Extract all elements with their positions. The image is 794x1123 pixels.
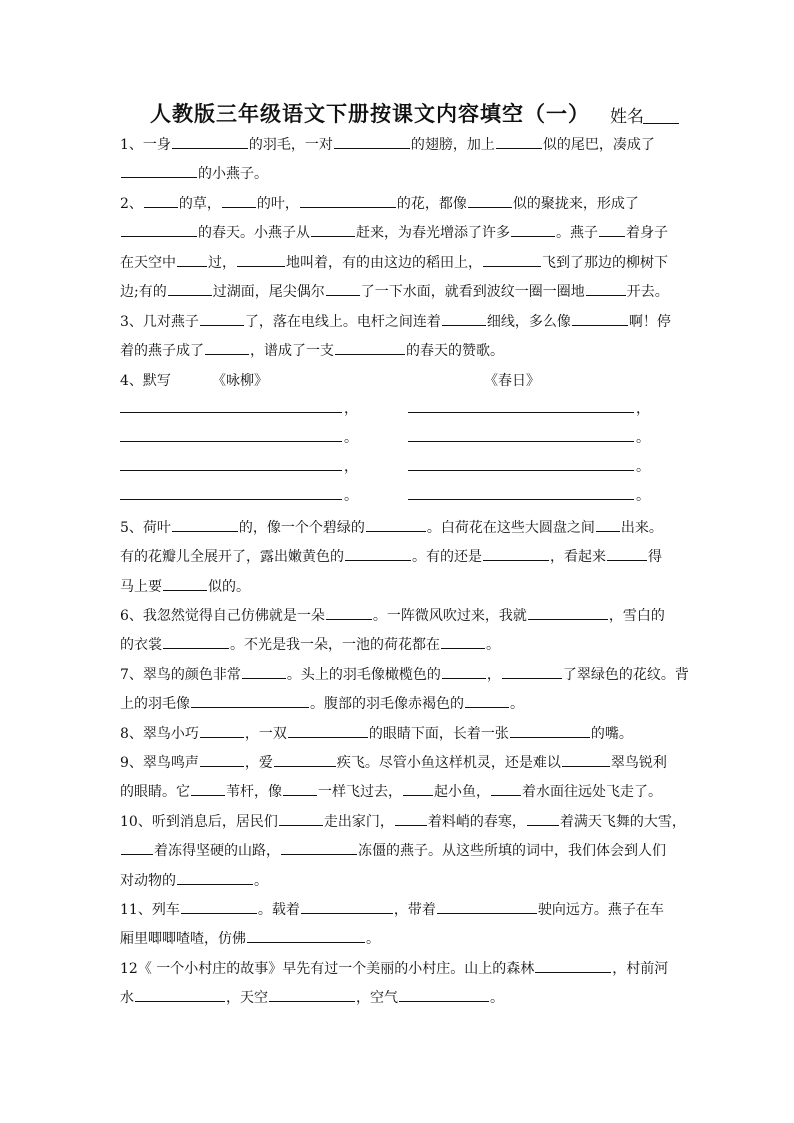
q2-text: 赶来，为春光增添了许多 [356,225,510,241]
q12-text: ，天空 [226,990,268,1006]
q9-text: 的眼睛。它 [120,784,190,800]
write-line[interactable] [408,499,634,500]
q3-text: 细线，多么像 [486,314,571,330]
q9-text: 苇杆，像 [226,784,282,800]
q1-text: 似的尾巴，凑成了 [542,137,655,153]
q7-text: ， [486,667,501,683]
blank[interactable] [121,163,197,178]
blank[interactable] [168,281,212,296]
q10-line3 [120,870,680,891]
q7-line1 [120,664,689,685]
blank[interactable] [288,723,368,738]
q3-line1 [120,311,680,332]
blank[interactable] [269,987,355,1002]
blank[interactable] [135,987,225,1002]
q6-text: 的衣裳 [120,637,162,653]
blank[interactable] [586,281,626,296]
q7-text: 7、翠鸟的颜色非常 [120,667,241,683]
q11-text: ，带着 [393,902,436,918]
q5-line3 [120,576,680,597]
blank[interactable] [200,752,244,767]
q7-text: 了翠绿色的花纹。背 [562,667,689,683]
q12-line2 [120,987,680,1008]
q10-text: 着满天飞舞的大雪， [559,814,686,830]
q10-text: 走出家门， [323,814,394,830]
blank[interactable] [483,252,541,267]
q10-line2 [120,840,680,861]
q5-text: 的，像一个个碧绿的 [238,520,365,536]
q2-text: 了一下水面，就看到波纹一圈一圈地 [360,284,585,300]
q2-text: 的叶， [256,196,299,212]
q9-line1 [120,752,680,773]
blank[interactable] [335,340,405,355]
q5-line1 [120,517,680,538]
q6-text: 。不光是我一朵，一池的荷花都在 [230,637,440,653]
q2-text: 地叫着，有的由这边的稻田上， [286,255,482,271]
blank[interactable] [465,693,509,708]
blank[interactable] [562,752,610,767]
blank[interactable] [121,840,153,855]
blank[interactable] [535,958,611,973]
q2-text: 在天空中 [120,255,176,271]
q2-text: 着身子 [626,225,668,241]
q6-line1 [120,605,680,626]
blank[interactable] [528,605,608,620]
q7-line2 [120,693,680,714]
q5-text: 似的。 [208,579,250,595]
q3-text: 着的燕子成了 [120,343,204,359]
q2-text: 的花，都像 [396,196,467,212]
blank[interactable] [279,811,323,826]
q6-text: 。 [486,637,500,653]
q6-text: 6、我忽然觉得自己仿佛就是一朵 [120,608,325,624]
q1-line1 [120,134,680,155]
q5-text: 。白荷花在这些大圆盘之间 [426,520,595,536]
q2-line1 [120,193,680,214]
blank[interactable] [527,811,559,826]
write-line[interactable] [408,470,634,471]
blank[interactable] [395,811,427,826]
q2-text: 似的聚拢来，形成了 [512,196,639,212]
q11-text: 厢里唧唧喳喳，仿佛 [120,931,246,947]
blank[interactable] [177,870,253,885]
q9-text: 着水面往远处飞走了。 [522,784,662,800]
blank[interactable] [301,899,393,914]
q6-text: ，雪白的 [608,608,665,624]
q7-text: 。 [510,696,524,712]
header [150,98,690,132]
q3-text: 的春天的赞歌。 [406,343,504,359]
q1-text: 的小燕子。 [198,166,268,182]
q12-text: ，空气 [356,990,398,1006]
q6-text: 。一阵微风吹过来，我就 [372,608,527,624]
q2-text: 2、 [120,196,143,212]
blank[interactable] [326,605,372,620]
q9-text: ，爱 [244,755,273,771]
blank[interactable] [366,517,426,532]
blank[interactable] [163,576,207,591]
q10-text: 。 [254,873,268,889]
q12-text: 水 [120,990,134,1006]
q5-text: 。有的还是 [412,549,482,565]
q1-text: 的翅膀，加上 [410,137,495,153]
write-line[interactable] [120,412,342,413]
q2-line3 [120,252,680,273]
q8-text: 8、翠鸟小巧 [120,726,199,742]
write-line[interactable] [408,441,634,442]
q11-text: 。载着 [257,902,300,918]
blank[interactable] [200,723,244,738]
q10-text: 着料峭的春寒， [427,814,526,830]
q3-text: 啊！停 [628,314,671,330]
q5-text: 出来。 [620,520,663,536]
blank[interactable] [572,311,628,326]
q3-text: 了，落在电线上。电杆之间连着 [244,314,441,330]
line-punct: ， [344,459,358,475]
line-punct: ， [344,401,358,417]
blank[interactable] [191,693,309,708]
q12-text: 。 [490,990,504,1006]
q6-line2 [120,634,680,655]
line-punct: 。 [344,430,358,446]
blank[interactable] [242,664,286,679]
blank[interactable] [200,311,244,326]
line-punct: ， [636,401,650,417]
q2-text: 的草， [178,196,221,212]
q9-text: 一样飞过去， [318,784,402,800]
q7-text: 。头上的羽毛像橄榄色的 [286,667,441,683]
q8-text: 的眼睛下面，长着一张 [368,726,509,742]
q2-text: 的春天。小燕子从 [198,225,310,241]
q12-text: 12《 一个小村庄的故事》早先有过一个美丽的小村庄。山上的森林 [120,961,535,977]
write-line[interactable] [120,470,342,471]
q11-text: 11、列车 [120,902,180,918]
blank[interactable] [163,634,229,649]
q1-text: 的羽毛，一对 [248,137,333,153]
q1-text: 1、一身 [120,137,171,153]
q8-text: 的嘴。 [590,726,633,742]
q4-label: 4、默写 [120,373,171,389]
q12-line1 [120,958,680,979]
blank[interactable] [281,840,357,855]
blank[interactable] [311,222,355,237]
blank[interactable] [510,723,590,738]
blank[interactable] [437,899,537,914]
line-punct: 。 [636,459,650,475]
blank[interactable] [247,928,365,943]
q2-text: 边;有的 [120,284,167,300]
line-punct: 。 [636,430,650,446]
q10-text: 对动物的 [120,873,176,889]
q10-text: 10、听到消息后，居民们 [120,814,278,830]
q10-line1 [120,811,686,832]
write-line[interactable] [408,412,634,413]
blank[interactable] [596,517,620,532]
q11-line1 [120,899,680,920]
q12-text: ，村前河 [612,961,669,977]
q5-text: 有的花瓣儿全展开了，露出嫩黄色的 [120,549,344,565]
blank[interactable] [502,664,562,679]
blank[interactable] [607,546,647,561]
q1-line2 [120,163,680,184]
page-title: 人教版三年级语文下册按课文内容填空（一） [150,101,590,126]
blank[interactable] [496,134,542,149]
blank[interactable] [274,752,336,767]
q10-text: 冻僵的燕子。从这些所填的词中，我们体会到人们 [358,843,666,859]
q2-text: 飞到了那边的柳树下 [542,255,668,271]
blank[interactable] [326,281,360,296]
q5-text: 马上要 [120,579,162,595]
q9-text: 9、翠鸟鸣声 [120,755,199,771]
line-punct: 。 [344,488,358,504]
blank[interactable] [442,664,486,679]
blank[interactable] [441,634,485,649]
q2-text: 过， [208,255,236,271]
q2-text: 。燕子 [556,225,598,241]
blank[interactable] [172,134,248,149]
q9-text: 翠鸟锐利 [610,755,667,771]
blank[interactable] [300,193,396,208]
blank[interactable] [399,987,489,1002]
blank[interactable] [442,311,486,326]
q7-text: 上的羽毛像 [120,696,190,712]
q2-line2 [120,222,680,243]
line-punct: 。 [636,488,650,504]
q11-text: 。 [366,931,380,947]
q8-text: ，一双 [244,726,287,742]
poem1-title: 《咏柳》 [212,373,268,389]
blank[interactable] [483,546,549,561]
name-label: 姓名 [610,107,644,127]
blank[interactable] [121,222,197,237]
q8-line1 [120,723,680,744]
blank[interactable] [599,222,625,237]
blank[interactable] [403,781,433,796]
q5-text: 5、荷叶 [120,520,171,536]
q5-line2 [120,546,680,567]
q9-text: 起小鱼， [434,784,490,800]
blank[interactable] [205,340,249,355]
poem2-title: 《春日》 [484,373,540,389]
blank[interactable] [222,193,256,208]
blank[interactable] [283,781,317,796]
q11-line2 [120,928,680,949]
blank[interactable] [144,193,178,208]
blank[interactable] [172,517,238,532]
blank[interactable] [491,781,521,796]
blank[interactable] [468,193,512,208]
name-blank[interactable] [643,123,679,124]
q5-text: ，看起来 [550,549,606,565]
q2-text: 过湖面，尾尖偶尔 [212,284,325,300]
write-line[interactable] [120,499,342,500]
blank[interactable] [237,252,285,267]
q2-line4 [120,281,680,302]
q7-text: 。腹部的羽毛像赤褐色的 [310,696,464,712]
q3-line2 [120,340,680,361]
blank[interactable] [511,222,555,237]
q3-text: ，谱成了一支 [250,343,334,359]
q2-text: 开去。 [626,284,669,300]
q5-text: 得 [648,549,662,565]
blank[interactable] [334,134,410,149]
blank[interactable] [177,252,207,267]
q3-text: 3、几对燕子 [120,314,199,330]
q11-text: 驶向远方。燕子在车 [537,902,664,918]
blank[interactable] [181,899,257,914]
q9-text: 疾飞。尽管小鱼这样机灵，还是难以 [336,755,561,771]
blank[interactable] [345,546,411,561]
q10-text: 着冻得坚硬的山路， [154,843,280,859]
blank[interactable] [191,781,225,796]
write-line[interactable] [120,441,342,442]
q9-line2 [120,781,680,802]
